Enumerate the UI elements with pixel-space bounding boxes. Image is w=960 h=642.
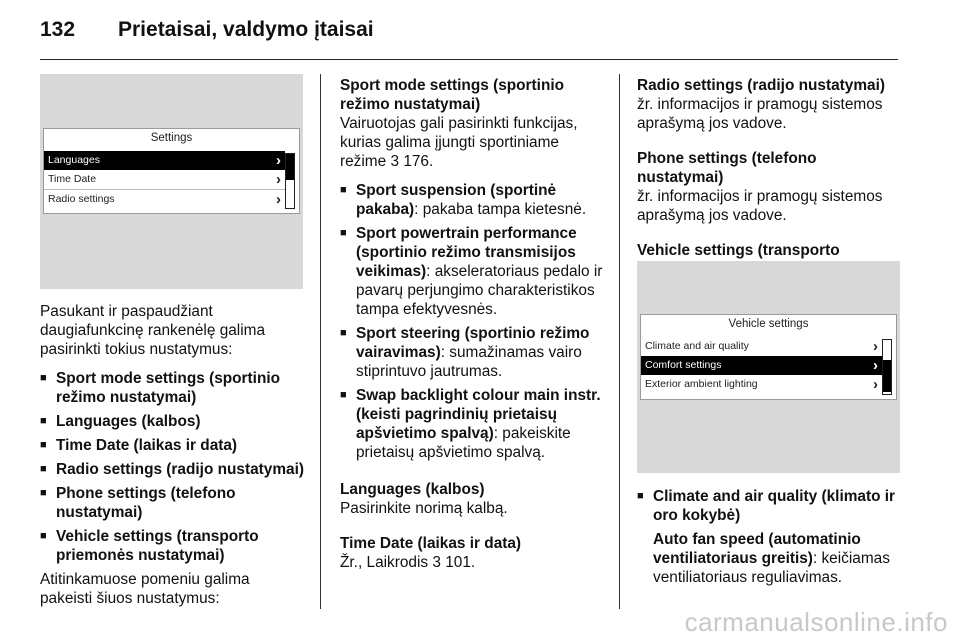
languages-text: Pasirinkite norimą kalbą. bbox=[340, 500, 508, 517]
page-ref: 176. bbox=[403, 153, 434, 170]
menu-item-exterior-lighting bbox=[641, 375, 882, 394]
menu-item-label: Climate and air quality bbox=[645, 340, 749, 352]
menu-item-languages bbox=[44, 151, 285, 170]
column-1 bbox=[40, 302, 305, 608]
vehicle-settings-heading: Vehicle settings (transporto bbox=[637, 242, 840, 259]
bullet-text: : pakaba tampa kietesnė. bbox=[414, 201, 587, 218]
phone-settings-heading: Phone settings (telefono nustatymai) bbox=[637, 150, 817, 186]
page-ref-icon: 3 bbox=[432, 554, 441, 571]
chevron-right-icon: › bbox=[873, 357, 878, 374]
bullet-text: : akseleratoriaus pedalo ir pavarų perjungimo charakteristikos tampa efektyvesnės. bbox=[356, 263, 603, 318]
bullet-sport-powertrain bbox=[340, 224, 605, 319]
intro-text: Pasukant ir paspaudžiant daugiafunkcinę rankenėlę galima pasirinkti tokius nustatymus: bbox=[40, 303, 266, 358]
vehicle-settings-screen bbox=[640, 314, 897, 400]
bullet-sport-steering bbox=[340, 324, 605, 381]
bullet-radio-settings: ■ Radio settings (radijo nustatymai) bbox=[40, 460, 305, 479]
menu-item-label: Time Date bbox=[48, 173, 97, 185]
settings-screen-title: Settings bbox=[150, 132, 193, 144]
chevron-right-icon: › bbox=[873, 338, 878, 355]
scrollbar-thumb bbox=[286, 154, 294, 180]
time-date-description: Žr., Laikrodis bbox=[340, 554, 429, 571]
menu-item-comfort bbox=[641, 356, 882, 375]
vehicle-settings-figure bbox=[637, 261, 900, 473]
chevron-right-icon: › bbox=[276, 152, 281, 169]
bullet-label: Sport powertrain performance (sportinio režimo transmisijos veikimas) bbox=[356, 225, 577, 280]
bullet-climate-air-quality: ■ Climate and air quality (klimato ir oro kokybė) bbox=[637, 487, 902, 525]
scrollbar bbox=[285, 153, 295, 209]
column-divider-1 bbox=[320, 74, 321, 609]
phone-settings-text: žr. informacijos ir pramogų sistemos aprašymą jos vadove. bbox=[637, 188, 883, 224]
column-2 bbox=[340, 76, 605, 572]
radio-settings-heading: Radio settings (radijo nustatymai) bbox=[637, 77, 885, 94]
menu-item-radio-settings bbox=[44, 190, 285, 209]
bullet-sport-mode: ■ Sport mode settings (sportinio režimo nustatymai) bbox=[40, 369, 305, 407]
page-number: 132 bbox=[40, 18, 76, 41]
sport-mode-text bbox=[340, 114, 605, 171]
page-header bbox=[40, 18, 374, 42]
settings-figure bbox=[40, 74, 303, 289]
bullet-vehicle-settings: ■ Vehicle settings (transporto priemonės nustatymai) bbox=[40, 527, 305, 565]
bullet-swap-backlight bbox=[340, 386, 605, 462]
outro-text: Atitinkamuose pomeniu galima pakeisti šiuos nustatymus: bbox=[40, 571, 250, 607]
menu-item-label: Radio settings bbox=[48, 193, 115, 205]
settings-screen bbox=[43, 128, 300, 214]
header-rule bbox=[40, 59, 898, 60]
chevron-right-icon: › bbox=[276, 171, 281, 188]
bullet-sport-suspension bbox=[340, 181, 605, 219]
radio-settings-text: žr. informacijos ir pramogų sistemos aprašymą jos vadove. bbox=[637, 96, 883, 132]
languages-heading: Languages (kalbos) bbox=[340, 481, 485, 498]
column-divider-2 bbox=[619, 74, 620, 609]
time-date-heading: Time Date (laikas ir data) bbox=[340, 535, 522, 552]
menu-item-time-date bbox=[44, 170, 285, 189]
bullet-label: Sport suspension (sportinė pakaba) bbox=[356, 182, 557, 218]
column-3-lower bbox=[637, 487, 902, 587]
bullet-label: Sport steering (sportinio režimo vairavimas) bbox=[356, 325, 590, 361]
sport-mode-heading: Sport mode settings (sportinio režimo nustatymai) bbox=[340, 77, 565, 113]
vehicle-settings-screen-title: Vehicle settings bbox=[728, 318, 809, 330]
bullet-languages: ■ Languages (kalbos) bbox=[40, 412, 305, 431]
bullet-label: Swap backlight colour main instr. (keisti pagrindinių prietaisų apšvietimo spalvą) bbox=[356, 387, 601, 442]
chevron-right-icon: › bbox=[873, 376, 878, 393]
watermark: carmanualsonline.info bbox=[684, 607, 948, 637]
menu-item-climate bbox=[641, 337, 882, 356]
sport-mode-description: Vairuotojas gali pasirinkti funkcijas, kurias galima įjungti sportiniame režime bbox=[340, 115, 578, 170]
bullet-time-date: ■ Time Date (laikas ir data) bbox=[40, 436, 305, 455]
bullet-text: : sumažinamas vairo stiprintuvo jautrumas. bbox=[356, 344, 582, 380]
bullet-phone-settings: ■ Phone settings (telefono nustatymai) bbox=[40, 484, 305, 522]
auto-fan-speed-description: : keičiamas ventiliatoriaus reguliavimas. bbox=[653, 550, 890, 586]
page-ref-icon: 3 bbox=[390, 153, 400, 170]
time-date-text bbox=[340, 553, 605, 572]
menu-item-label: Exterior ambient lighting bbox=[645, 378, 758, 390]
scrollbar-thumb bbox=[883, 360, 891, 392]
bullet-text: : pakeiskite prietaisų apšvietimo spalvą. bbox=[356, 425, 571, 461]
chevron-right-icon: › bbox=[276, 191, 281, 208]
menu-item-label: Languages bbox=[48, 154, 100, 166]
auto-fan-speed-text bbox=[637, 530, 902, 587]
column-3 bbox=[637, 76, 902, 279]
page-ref: 101. bbox=[445, 554, 476, 571]
menu-item-label: Comfort settings bbox=[645, 359, 722, 371]
scrollbar bbox=[882, 339, 892, 395]
page-title: Prietaisai, valdymo įtaisai bbox=[118, 18, 374, 41]
auto-fan-speed-label: Auto fan speed (automatinio ventiliatoriaus greitis) bbox=[653, 531, 861, 567]
